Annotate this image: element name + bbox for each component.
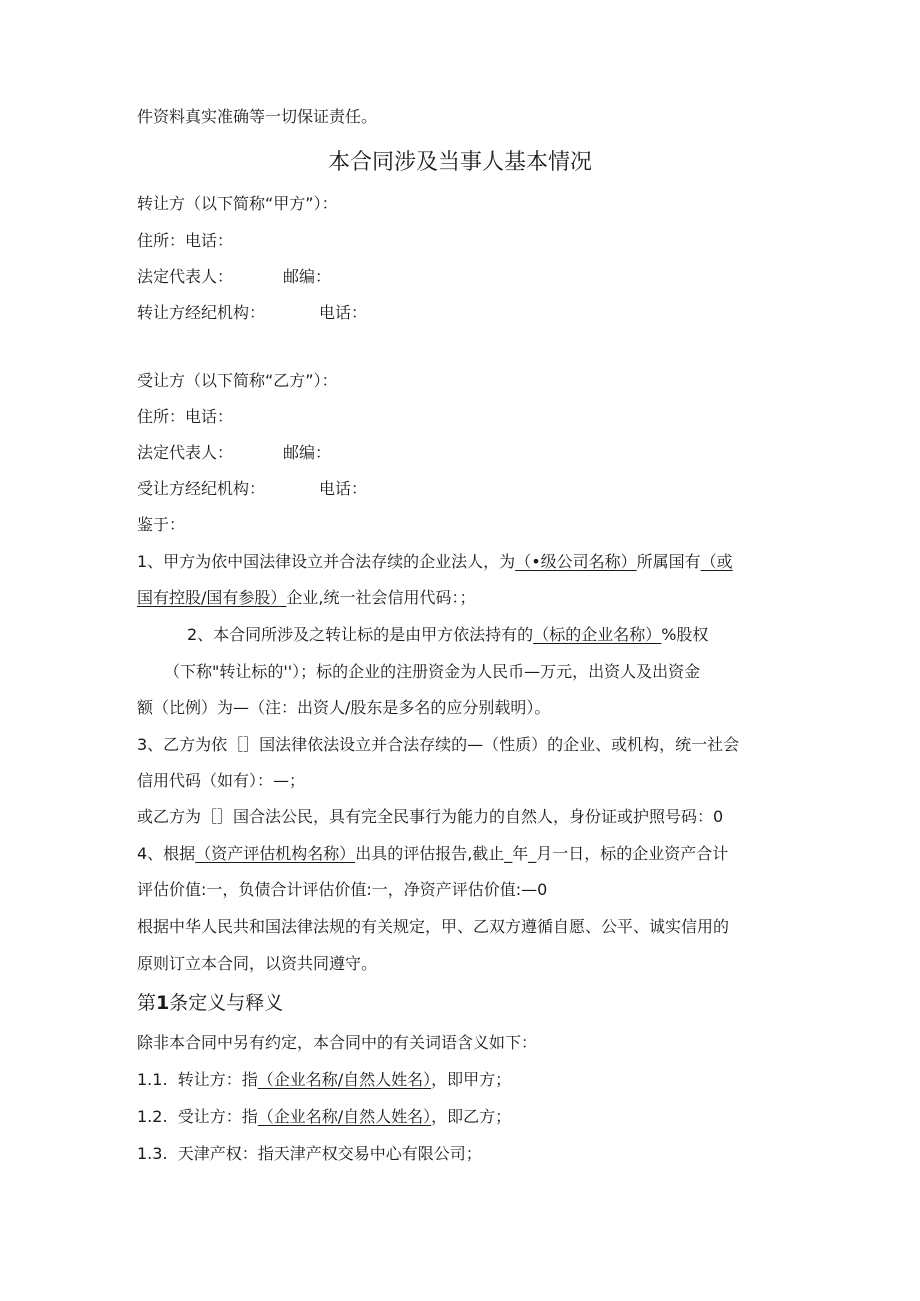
- broker-label: 受让方经纪机构：: [137, 479, 266, 498]
- item4-blank-appraiser: （资产评估机构名称）: [195, 844, 356, 863]
- intro-tail: 件资料真实准确等一切保证责任。: [137, 107, 378, 126]
- item2-text-b: %股权: [661, 625, 709, 644]
- item4-text: 4、根据: [137, 844, 196, 863]
- broker-label: 转让方经纪机构：: [137, 303, 266, 322]
- item1-blank-ownership: 国有控股/国有参股）: [137, 588, 287, 607]
- article-title: 条定义与释义: [169, 992, 284, 1014]
- whereas-label: 鉴于：: [137, 515, 186, 534]
- definition-text-b: ，即乙方；: [431, 1107, 512, 1126]
- broker-phone-label: 电话：: [319, 303, 368, 322]
- definition-blank: （企业名称/自然人姓名）: [257, 1070, 432, 1089]
- item3-line3: 或乙方为［］国合法公民，具有完全民事行为能力的自然人，身份证或护照号码：0: [137, 807, 724, 826]
- transferee-broker-line: [137, 478, 367, 500]
- transferor-address-line: [137, 230, 233, 252]
- item1-blank-or: （或: [700, 552, 733, 571]
- item1-blank-company: （•级公司名称）: [515, 552, 637, 571]
- item2-line1: [187, 624, 708, 646]
- item1-text-c: 企业,统一社会信用代码：；: [286, 588, 476, 607]
- transferee-heading: 受让方（以下简称“乙方”）：: [137, 371, 338, 390]
- definition-text: 转让方：指: [177, 1070, 258, 1089]
- definition-number: 1.2.: [137, 1107, 168, 1126]
- article1-heading: [137, 990, 283, 1016]
- definition-number: 1.1.: [137, 1070, 168, 1089]
- item3-line2: 信用代码（如有）：—；: [137, 771, 306, 790]
- broker-phone-label: 电话：: [319, 479, 368, 498]
- address-label: 住所：: [137, 231, 186, 250]
- rep-label: 法定代表人：: [137, 443, 234, 462]
- postcode-label: 邮编：: [283, 443, 332, 462]
- basis-line1: 根据中华人民共和国法律法规的有关规定，甲、乙双方遵循自愿、公平、诚实信用的: [137, 917, 730, 936]
- transferor-rep-line: [137, 266, 331, 288]
- item2-line3: 额（比例）为—（注：出资人/股东是多名的应分别载明）。: [137, 698, 551, 717]
- transferee-rep-line: [137, 442, 331, 464]
- article-number: 1: [156, 992, 170, 1014]
- definition-text-b: ，即甲方；: [431, 1070, 512, 1089]
- item4-line2: 评估价值:一，负债合计评估价值:一，净资产评估价值:—0: [137, 880, 548, 899]
- item2-text: 2、本合同所涉及之转让标的是由甲方依法持有的: [187, 625, 534, 644]
- address-label: 住所：: [137, 407, 186, 426]
- item1-line2: [137, 587, 476, 609]
- definition-item: [137, 1106, 511, 1128]
- basis-line2: 原则订立本合同，以资共同遵守。: [137, 954, 378, 973]
- definition-blank: （企业名称/自然人姓名）: [257, 1107, 432, 1126]
- item4-text-b: 出具的评估报告,截止_年_月一日，标的企业资产合计: [355, 844, 729, 863]
- definition-number: 1.3.: [137, 1144, 168, 1163]
- page-title: 本合同涉及当事人基本情况: [327, 150, 592, 175]
- definition-text: 天津产权：指天津产权交易中心有限公司；: [177, 1144, 482, 1163]
- definition-text: 受让方：指: [177, 1107, 258, 1126]
- transferor-heading: 转让方（以下简称“甲方”）：: [137, 194, 338, 213]
- rep-label: 法定代表人：: [137, 267, 234, 286]
- definitions-intro: 除非本合同中另有约定，本合同中的有关词语含义如下：: [137, 1033, 538, 1052]
- definition-item: [137, 1143, 482, 1165]
- transferee-address-line: [137, 406, 233, 428]
- item2-line2: （下称"转让标的''）；标的企业的注册资金为人民币—万元，出资人及出资金: [164, 662, 701, 681]
- item4-line1: [137, 843, 728, 865]
- phone-label: 电话：: [185, 407, 234, 426]
- item1-line1: [137, 551, 733, 573]
- transferor-broker-line: [137, 302, 367, 324]
- postcode-label: 邮编：: [283, 267, 332, 286]
- item1-text-b: 所属国有: [636, 552, 701, 571]
- item3-line1: 3、乙方为依［］国法律依法设立并合法存续的—（性质）的企业、或机构，统一社会: [137, 735, 740, 754]
- definition-item: [137, 1069, 511, 1091]
- item2-blank-target: （标的企业名称）: [533, 625, 662, 644]
- article-prefix: 第: [137, 992, 157, 1014]
- item1-text: 1、甲方为依中国法律设立并合法存续的企业法人，为: [137, 552, 516, 571]
- phone-label: 电话：: [185, 231, 234, 250]
